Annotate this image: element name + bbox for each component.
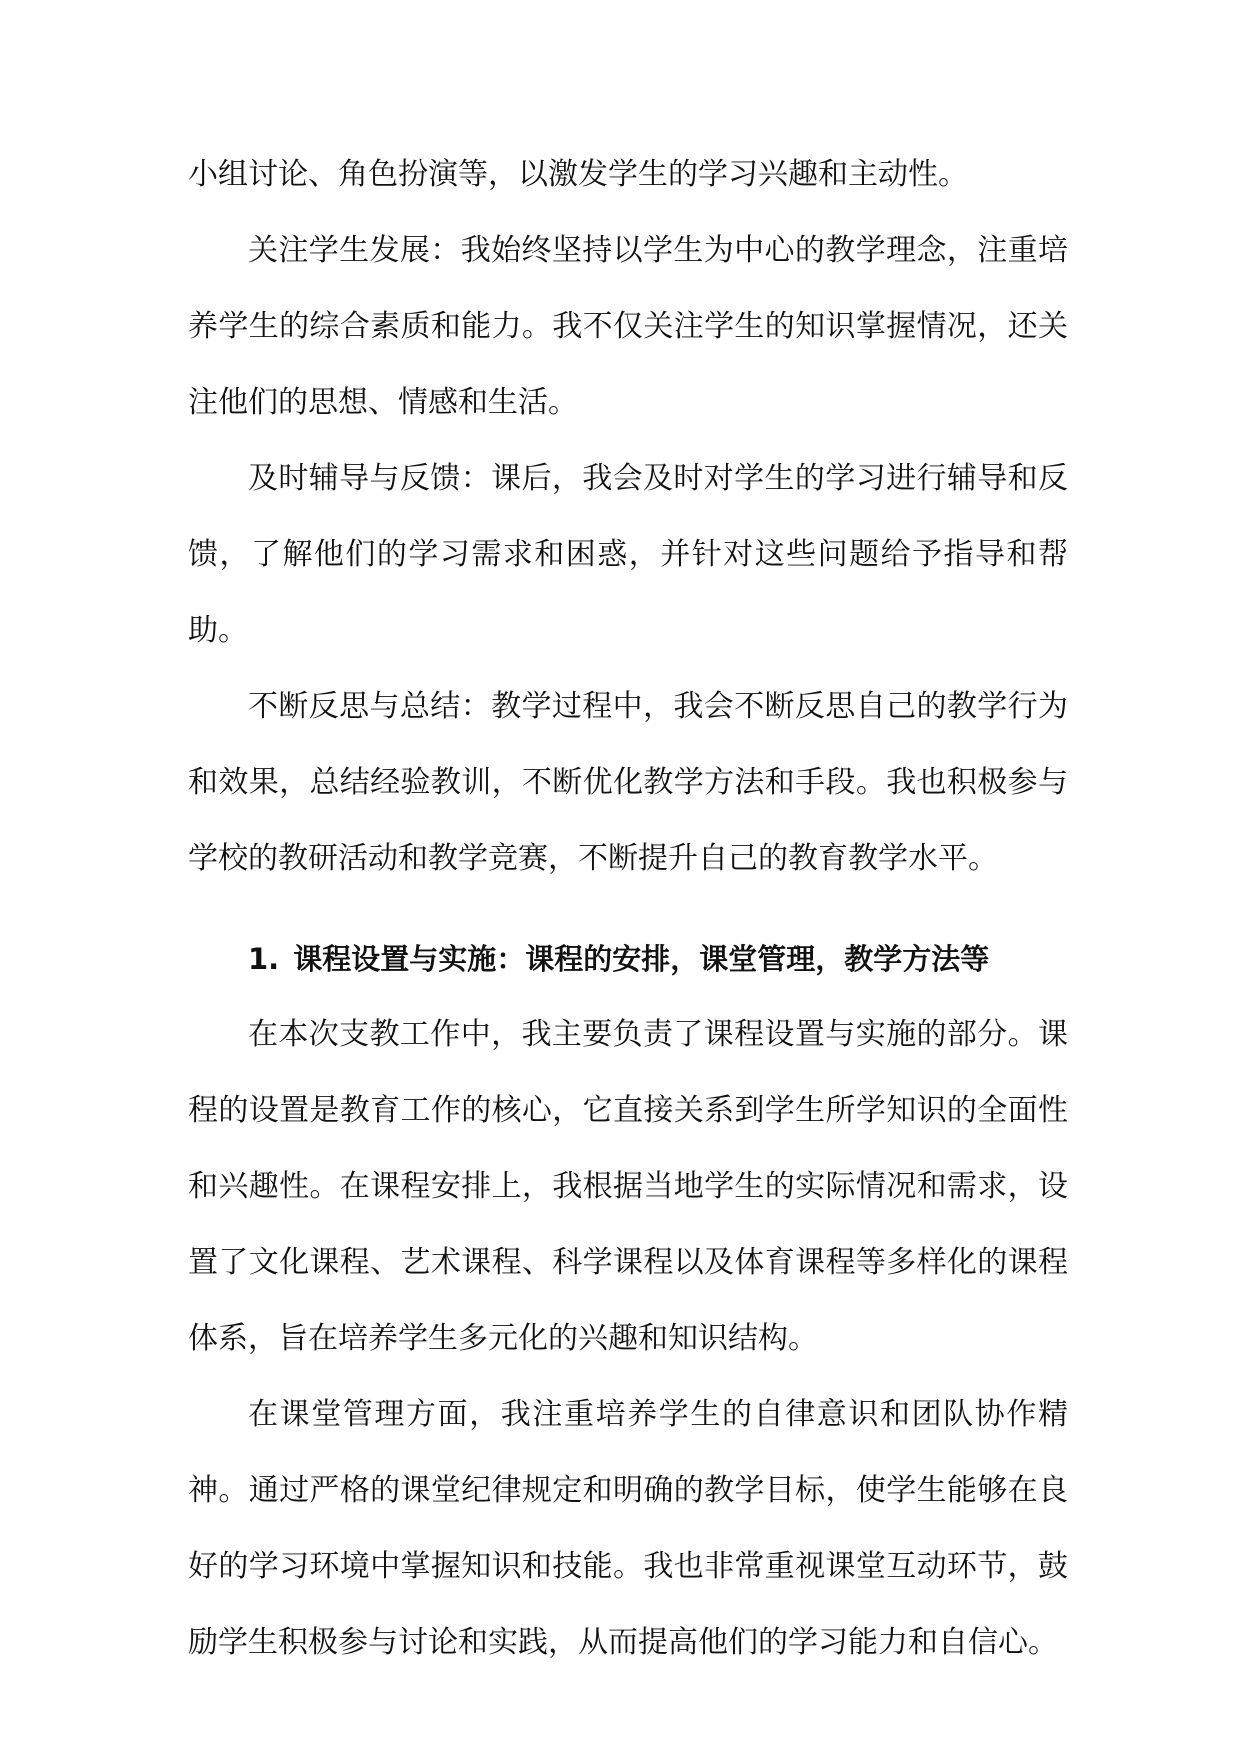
- paragraph-classroom-management: 在课堂管理方面，我注重培养学生的自律意识和团队协作精神。通过严格的课堂纪律规定和明确的教学目标，使学生能够在良好的学习环境中掌握知识和技能。我也非常重视课堂互动环节，鼓励学生积极参与讨论和实践，从而提高他们的学习能力和自信心。: [188, 1397, 1068, 1660]
- section-number: 1.: [248, 942, 280, 976]
- section-title: 课程设置与实施：课程的安排，课堂管理，教学方法等: [293, 942, 990, 976]
- paragraph-continuation: 小组讨论、角色扮演等，以激发学生的学习兴趣和主动性。: [188, 157, 968, 192]
- paragraph-course-setup: 在本次支教工作中，我主要负责了课程设置与实施的部分。课程的设置是教育工作的核心，它直接关系到学生所学知识的全面性和兴趣性。在课程安排上，我根据当地学生的实际情况和需求，设置了文化课程、艺术课程、科学课程以及体育课程等多样化的课程体系，旨在培养学生多元化的兴趣和知识结构。: [188, 1017, 1068, 1356]
- document-body: [188, 137, 1068, 1681]
- paragraph-reflection-summary: 不断反思与总结：教学过程中，我会不断反思自己的教学行为和效果，总结经验教训，不断优化教学方法和手段。我也积极参与学校的教研活动和教学竞赛，不断提升自己的教育教学水平。: [188, 689, 1068, 876]
- paragraph-student-development: 关注学生发展：我始终坚持以学生为中心的教学理念，注重培养学生的综合素质和能力。我不仅关注学生的知识掌握情况，还关注他们的思想、情感和生活。: [188, 233, 1068, 420]
- section-heading: [188, 921, 1068, 997]
- paragraph-tutoring-feedback: 及时辅导与反馈：课后，我会及时对学生的学习进行辅导和反馈，了解他们的学习需求和困惑，并针对这些问题给予指导和帮助。: [188, 461, 1068, 648]
